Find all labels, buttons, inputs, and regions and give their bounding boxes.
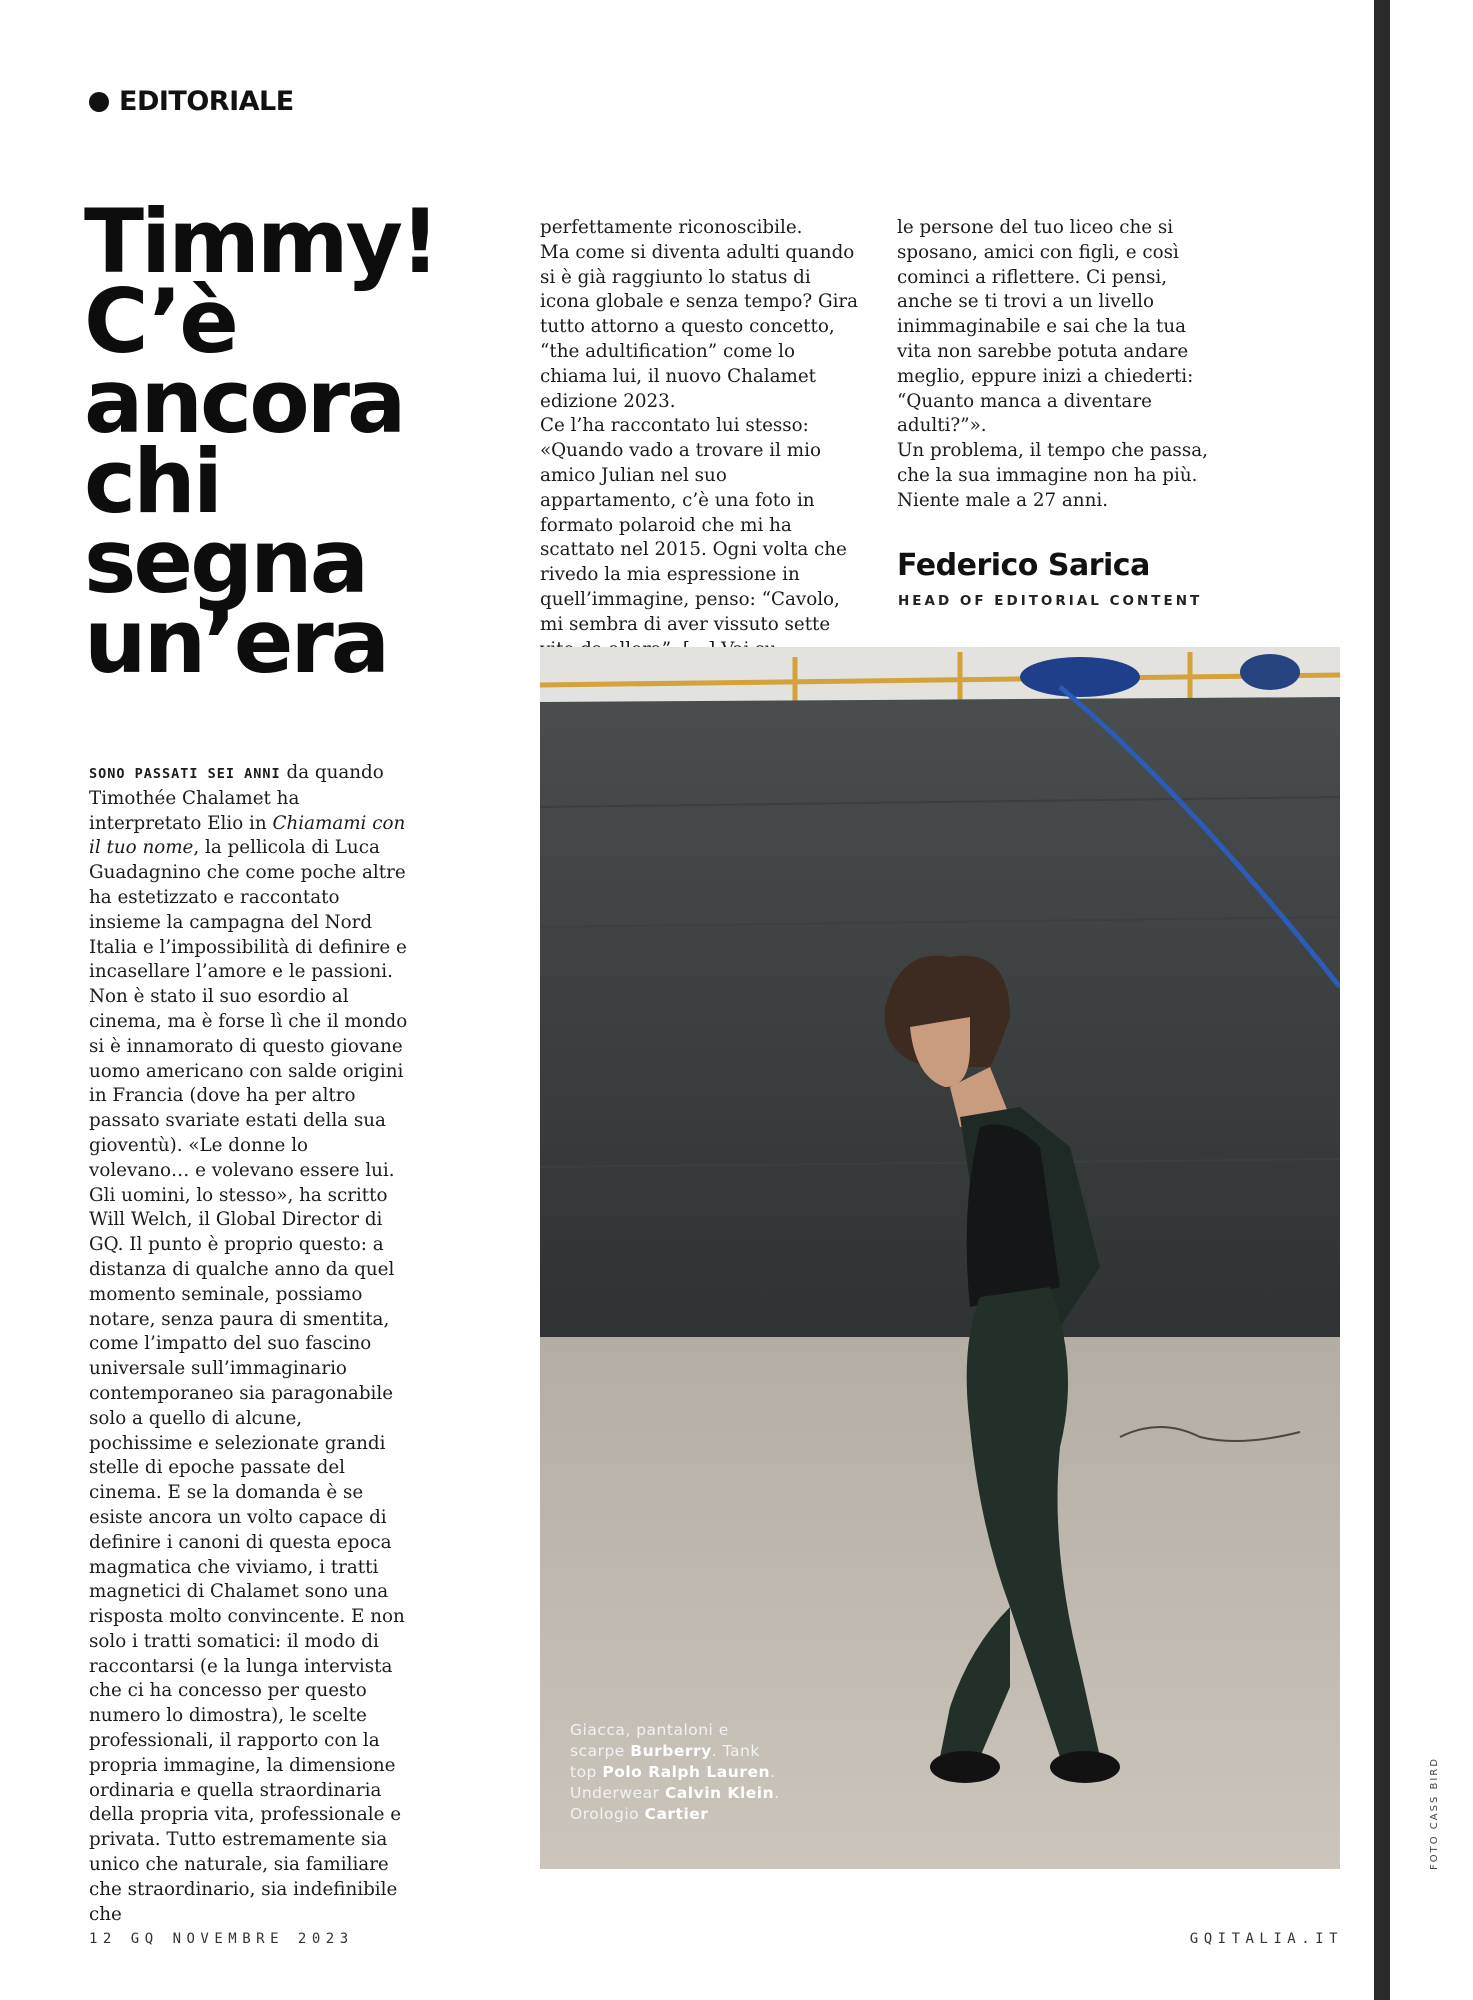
body-paragraph: le persone del tuo liceo che si sposano, amici con figli, e così cominci a riflettere. Ci pensi, anche se ti trovi a un livello inimmaginabile e sai che la tua vita non sarebbe potuta andare meglio, eppure inizi a chiederti: “Quanto manca a diventare adulti?”». [897, 217, 1194, 437]
body-paragraph [89, 761, 409, 1927]
section-tag [89, 86, 294, 117]
body-column-3 [897, 216, 1217, 514]
cover-photo [540, 647, 1340, 1869]
headline-line: segna [84, 510, 367, 613]
body-paragraph: perfettamente riconoscibile. [540, 217, 803, 238]
page-edge-bar [1374, 0, 1390, 2000]
headline-line: un’era [84, 590, 388, 693]
caption-brand: Calvin Klein [664, 1784, 775, 1802]
headline [84, 190, 504, 693]
body-paragraph: Ma come si diventa adulti quando si è già raggiunto lo status di icona globale e senza tempo? Gira tutto attorno a questo concetto, “the adultification” come lo chiama lui, il nuovo Chalamet edizione 2023. [540, 241, 859, 412]
caption-text: Giacca, pantaloni e scarpe [570, 1721, 729, 1760]
headline-line: chi [84, 430, 220, 533]
folio-left: 12 GQ NOVEMBRE 2023 [89, 1931, 354, 1947]
headline-line: Timmy! [84, 190, 438, 293]
caption-brand: Burberry [630, 1742, 712, 1760]
body-paragraph: Un problema, il tempo che passa, che la sua immagine non ha più. Niente male a 27 anni. [897, 440, 1208, 511]
photo-caption [570, 1720, 780, 1825]
caption-text: . Tank top [570, 1742, 760, 1781]
caption-text: . Orologio [570, 1784, 780, 1823]
lead-in: SONO PASSATI SEI ANNI [89, 766, 281, 782]
body-text: da quando Timothée Chalamet ha interpretato Elio in [89, 762, 384, 834]
body-text: , la pellicola di Luca Guadagnino che come poche altre ha estetizzato e raccontato insieme la campagna del Nord Italia e l’impossibilità di definire e incasellare l’amore e le passioni. Non è stato il suo esordio al cinema, ma è forse lì che il mondo si è innamorato di questo giovane uomo americano con salde origini in Francia (dove ha per altro passato svariate estati della sua gioventù). «Le donne lo volevano… e volevano essere lui. Gli uomini, lo stesso», ha scritto Will Welch, il Global Director di GQ. Il punto è proprio questo: a distanza di qualche anno da quel momento seminale, possiamo notare, senza paura di smentita, come l’impatto del suo fascino universale sull’immaginario contemporaneo sia paragonabile solo a quello di alcune, pochissime e selezionate grandi stelle di epoche passate del cinema. E se la domanda è se esiste ancora un volto capace di definire i canoni di questa epoca magmatica che viviamo, i tratti magnetici di Chalamet sono una risposta molto convincente. E non solo i tratti somatici: il modo di raccontarsi (e la lunga intervista che ci ha concesso per questo numero lo dimostra), le scelte professionali, il rapporto con la propria immagine, la dimensione ordinaria e quella straordinaria della propria vita, professionale e privata. Tutto estremamente sia unico che naturale, sia familiare che straordinario, sia indefinibile che [89, 837, 408, 1925]
photo-credit: FOTO CASS BIRD [1429, 1757, 1440, 1870]
bullet-icon [89, 92, 109, 112]
author-role: HEAD OF EDITORIAL CONTENT [898, 593, 1203, 609]
author-name: Federico Sarica [897, 548, 1150, 583]
folio-right[interactable]: GQITALIA.IT [1189, 1931, 1343, 1947]
photo-illustration [540, 647, 1340, 1869]
body-paragraph: Ce l’ha raccontato lui stesso: «Quando vado a trovare il mio amico Julian nel suo appartamento, c’è una foto in formato polaroid che mi ha scattato nel 2015. Ogni volta che rivedo la mia espressione in quell’immagine, penso: “Cavolo, mi sembra di aver vissuto sette [540, 415, 847, 635]
section-tag-label: EDITORIALE [119, 86, 294, 117]
caption-text: . Underwear [570, 1763, 776, 1802]
body-column-1 [89, 761, 409, 1927]
body-column-2 [540, 216, 860, 687]
caption-brand: Cartier [644, 1805, 709, 1823]
headline-line: ancora [84, 350, 404, 453]
caption-brand: Polo Ralph Lauren [602, 1763, 770, 1781]
headline-line: C’è [84, 270, 236, 373]
film-title: Chiamami con il tuo nome [89, 812, 406, 859]
